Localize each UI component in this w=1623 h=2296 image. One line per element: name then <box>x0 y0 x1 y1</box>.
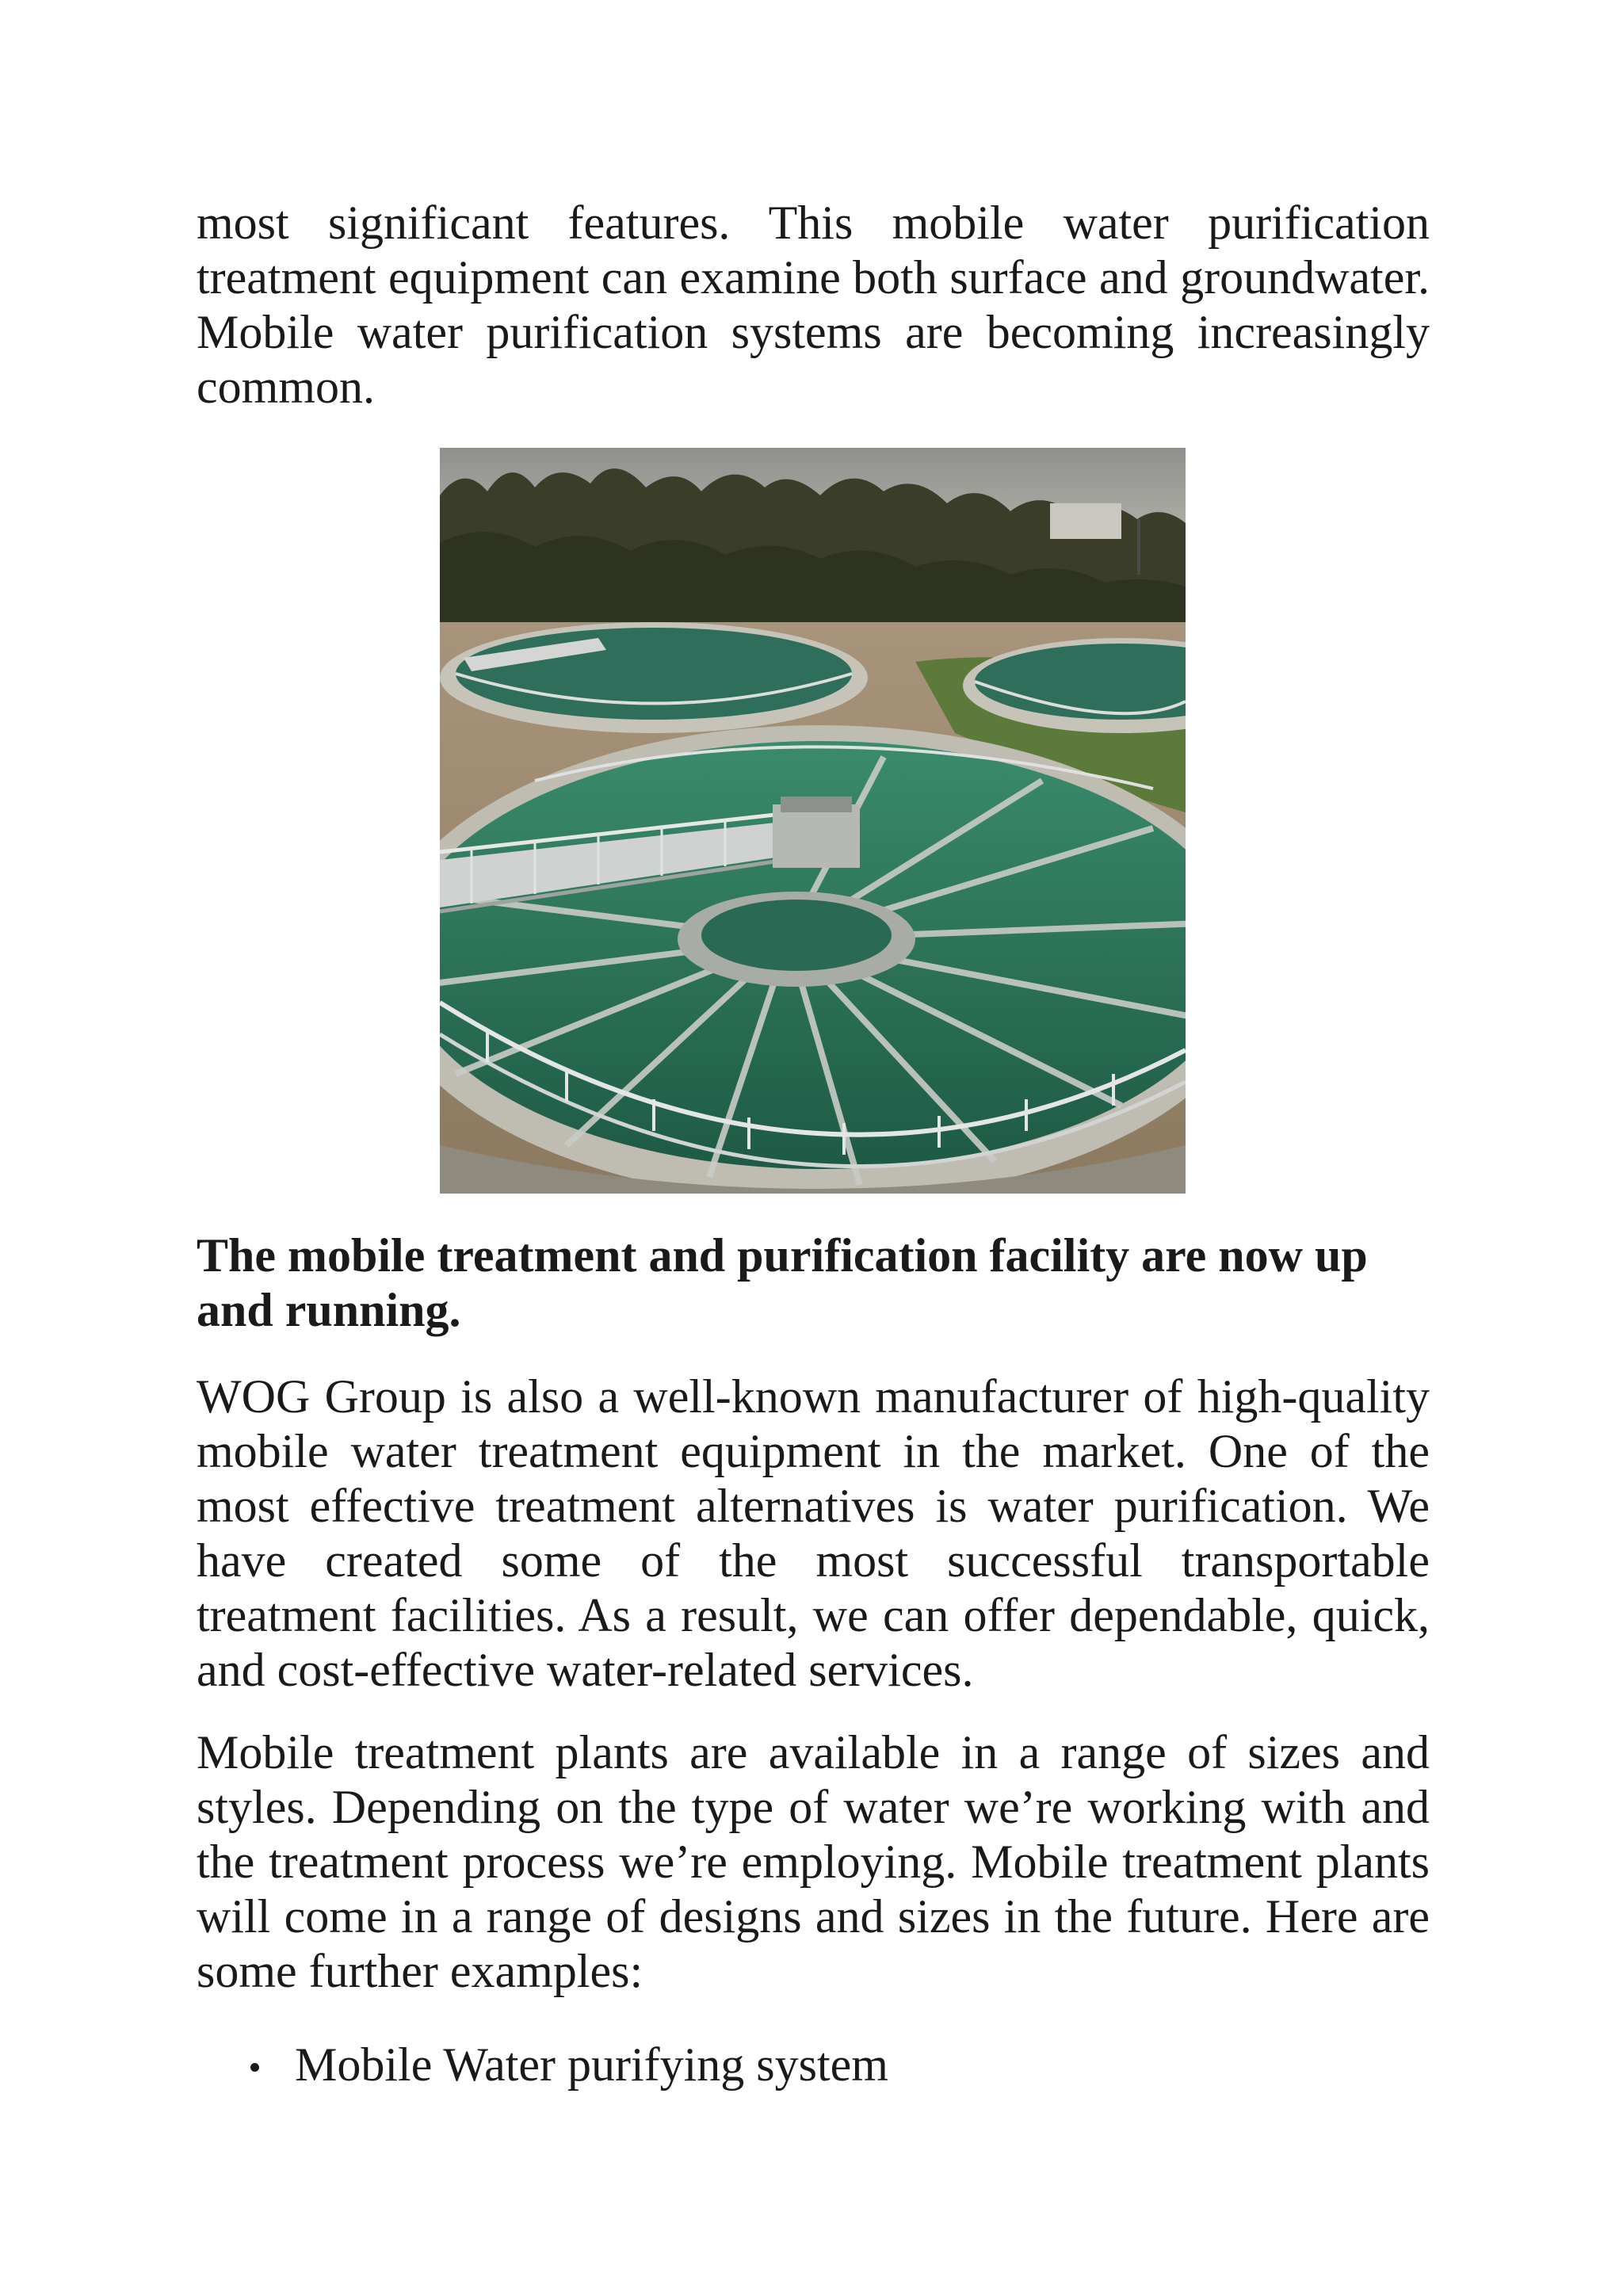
intro-paragraph-block <box>197 196 1430 415</box>
sizes-paragraph: Mobile treatment plants are available in a range of sizes and styles. Depending on the type of water we’re working with and the treatment process we’re employing. Mobile treatment plants will come in a range of designs and sizes in the future. Here are some further examples: <box>197 1726 1430 1997</box>
section-heading-block <box>197 1228 1430 1338</box>
list-item <box>197 2038 1430 2092</box>
wog-paragraph-block <box>197 1370 1430 1698</box>
bullet-icon <box>250 2063 259 2072</box>
wog-paragraph: WOG Group is also a well-known manufacturer of high-quality mobile water treatment equipment in the market. One of the most effective treatment alternatives is water purification. We have created some of the most successful transportable treatment facilities. As a result, we can offer dependable, quick, and cost-effective water-related services. <box>197 1370 1430 1696</box>
intro-paragraph: most significant features. This mobile water purification treatment equipment can examine both surface and groundwater. Mobile water purification systems are becoming increasingly common. <box>197 197 1430 413</box>
list-item-text: Mobile Water purifying system <box>295 2038 888 2091</box>
water-treatment-photo <box>440 448 1186 1194</box>
section-heading: The mobile treatment and purification facility are now up and running. <box>197 1229 1368 1336</box>
examples-list-block <box>197 2038 1430 2092</box>
sizes-paragraph-block <box>197 1725 1430 1999</box>
examples-list <box>197 2038 1430 2092</box>
